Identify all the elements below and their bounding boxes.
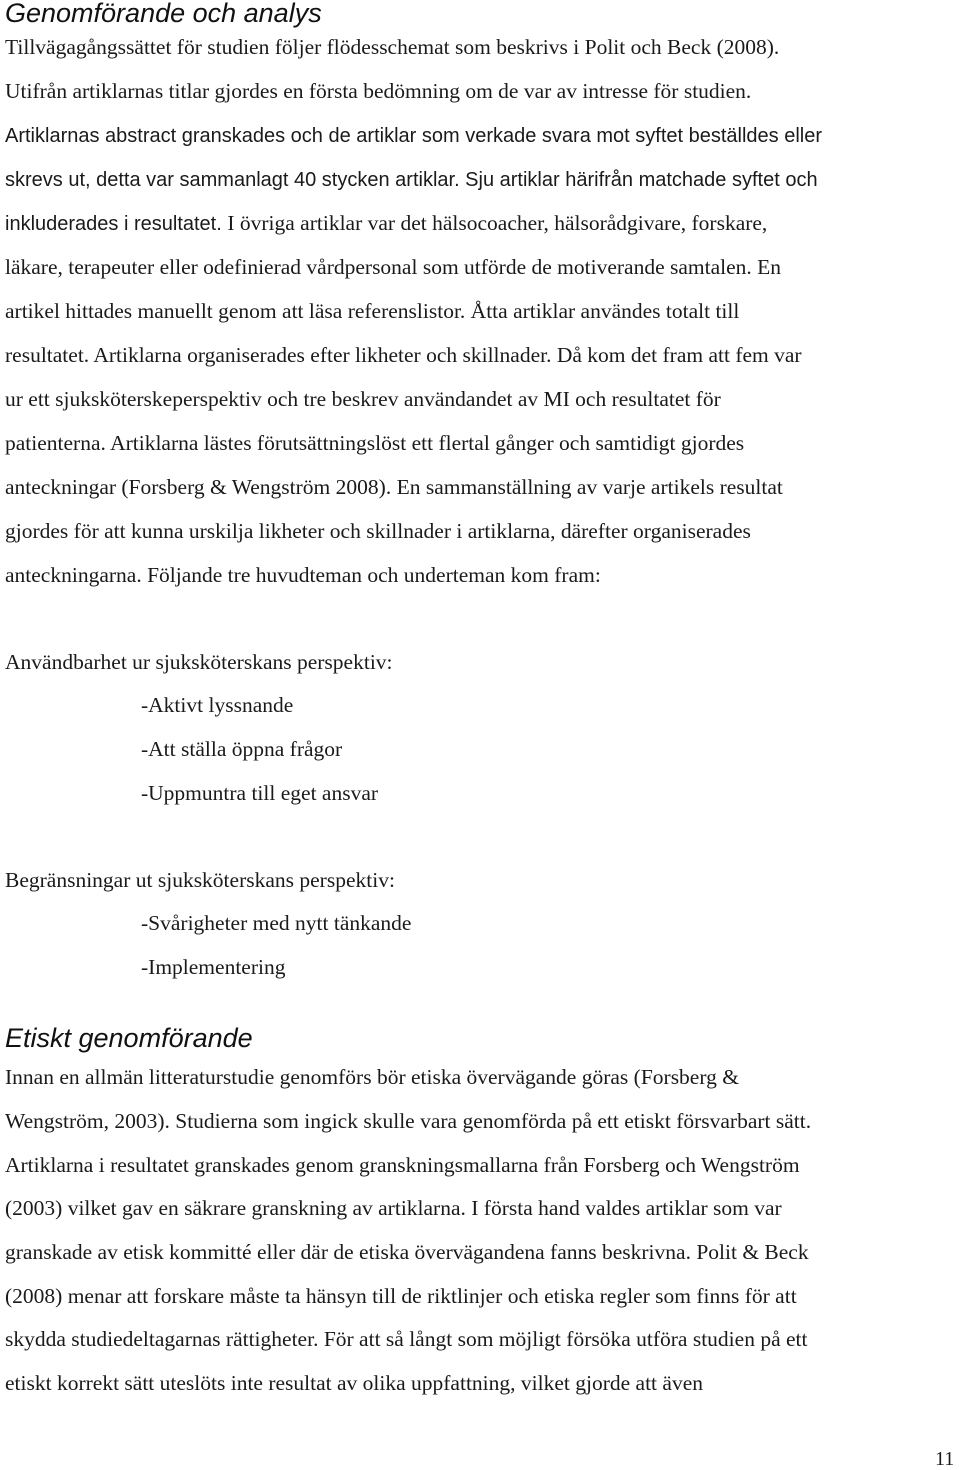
body-line xyxy=(5,389,721,411)
body-line: Artiklarna i resultatet granskades genom granskningsmallarna från Forsberg och Wengström xyxy=(5,1153,800,1177)
text-segment: skrevs ut, detta var sammanlagt 40 stycken artiklar. Sju artiklar härifrån matchade syftet och xyxy=(5,169,818,191)
page-number: 11 xyxy=(935,1448,955,1470)
body-line xyxy=(5,345,802,367)
body-line: (2003) vilket gav en säkrare granskning av artiklarna. I första hand valdes artiklar som var xyxy=(5,1196,782,1220)
section-heading: Genomförande och analys xyxy=(5,0,322,28)
body-line: Wengström, 2003). Studierna som ingick skulle vara genomförda på ett etiskt försvarbart sätt. xyxy=(5,1109,812,1133)
body-line xyxy=(5,257,781,279)
text-segment: Artiklarnas abstract granskades och de artiklar som verkade svara mot syftet beställdes eller xyxy=(5,125,823,147)
text-segment: anteckningarna. Följande tre huvudteman och underteman kom fram: xyxy=(5,563,601,587)
body-line xyxy=(5,37,779,59)
body-line xyxy=(5,433,744,455)
theme-item: -Uppmuntra till eget ansvar xyxy=(141,781,379,805)
body-line xyxy=(5,565,601,587)
text-segment: artikel hittades manuellt genom att läsa referenslistor. Åtta artiklar användes totalt till xyxy=(5,299,740,323)
theme-title: Användbarhet ur sjuksköterskans perspektiv: xyxy=(5,650,393,674)
theme-item: -Svårigheter med nytt tänkande xyxy=(141,911,412,935)
body-line: (2008) menar att forskare måste ta hänsyn till de riktlinjer och etiska regler som finns för att xyxy=(5,1284,797,1308)
theme-item: -Att ställa öppna frågor xyxy=(141,737,343,761)
body-line xyxy=(5,301,739,323)
body-line xyxy=(5,125,822,147)
text-segment: Tillvägagångssättet för studien följer flödesschemat som beskrivs i Polit och Beck (2008). xyxy=(5,35,780,59)
text-segment: gjordes för att kunna urskilja likheter och skillnader i artiklarna, därefter organiserades xyxy=(5,519,751,543)
text-segment: patienterna. Artiklarna lästes förutsättningslöst ett flertal gånger och samtidigt gjordes xyxy=(5,431,745,455)
body-line xyxy=(5,521,751,543)
text-segment: anteckningar (Forsberg & Wengström 2008). En sammanställning av varje artikels resultat xyxy=(5,475,783,499)
theme-item: -Aktivt lyssnande xyxy=(141,693,294,717)
body-line xyxy=(5,169,818,191)
section-heading: Etiskt genomförande xyxy=(5,1023,253,1053)
theme-title: Begränsningar ut sjuksköterskans perspektiv: xyxy=(5,868,395,892)
text-segment: läkare, terapeuter eller odefinierad vårdpersonal som utförde de motiverande samtalen. En xyxy=(5,255,782,279)
body-line: skydda studiedeltagarnas rättigheter. För att så långt som möjligt försöka utföra studien på ett xyxy=(5,1327,808,1351)
theme-item: -Implementering xyxy=(141,955,286,979)
text-segment: I övriga artiklar var det hälsocoacher, hälsorådgivare, forskare, xyxy=(227,211,768,235)
body-line xyxy=(5,213,767,235)
body-line xyxy=(5,477,783,499)
text-segment: Utifrån artiklarnas titlar gjordes en första bedömning om de var av intresse för studien. xyxy=(5,79,752,103)
text-segment: ur ett sjuksköterskeperspektiv och tre beskrev användandet av MI och resultatet för xyxy=(5,387,721,411)
text-segment: resultatet. Artiklarna organiserades efter likheter och skillnader. Då kom det fram att fem var xyxy=(5,343,802,367)
body-line: Innan en allmän litteraturstudie genomförs bör etiska övervägande göras (Forsberg & xyxy=(5,1065,739,1089)
body-line: etiskt korrekt sätt uteslöts inte resultat av olika uppfattning, vilket gjorde att även xyxy=(5,1371,703,1395)
body-line xyxy=(5,81,751,103)
body-line: granskade av etisk kommitté eller där de etiska övervägandena fanns beskrivna. Polit & Beck xyxy=(5,1240,809,1264)
text-segment: inkluderades i resultatet. xyxy=(5,213,228,235)
